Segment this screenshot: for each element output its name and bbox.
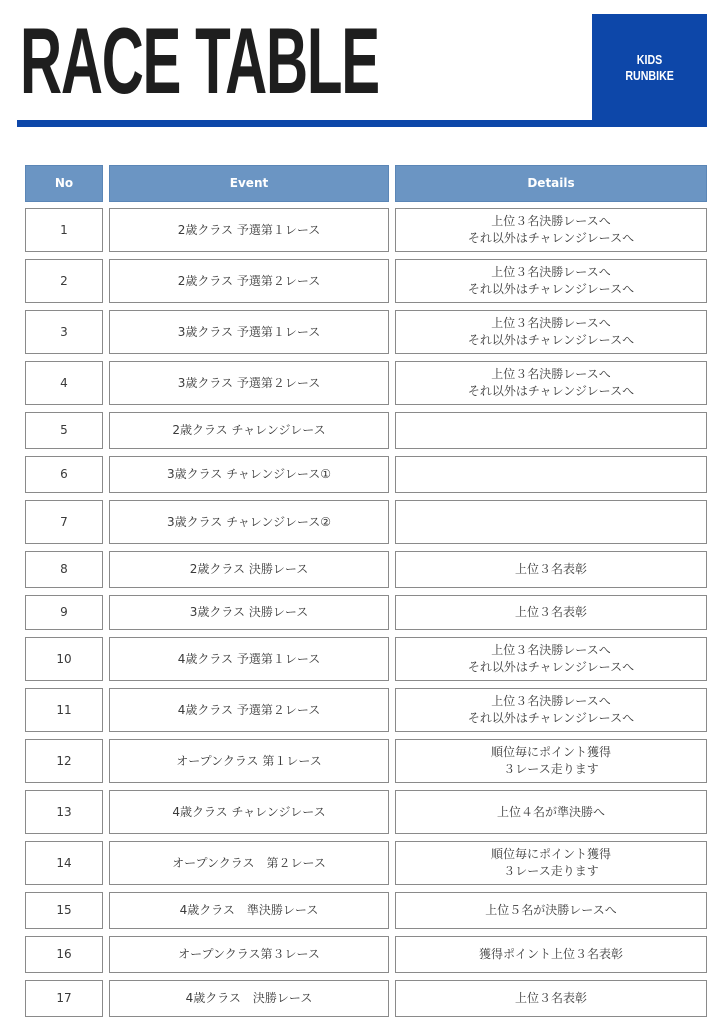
cell-no: 10 bbox=[25, 637, 103, 681]
cell-no: 11 bbox=[25, 688, 103, 732]
cell-details bbox=[395, 595, 707, 630]
details-line: ３レース走ります bbox=[503, 864, 599, 878]
cell-event: 2歳クラス チャレンジレース bbox=[109, 412, 389, 449]
cell-details bbox=[395, 259, 707, 303]
cell-no: 12 bbox=[25, 739, 103, 783]
details-line: 上位３名表彰 bbox=[514, 562, 587, 576]
details-line: 上位５名が決勝レースへ bbox=[485, 903, 617, 917]
details-line: それ以外はチャレンジレースへ bbox=[467, 333, 635, 347]
table-row bbox=[25, 688, 707, 732]
cell-no: 7 bbox=[25, 500, 103, 544]
cell-event: 2歳クラス 予選第２レース bbox=[109, 259, 389, 303]
brand-badge bbox=[592, 14, 707, 121]
details-line: ３レース走ります bbox=[503, 762, 599, 776]
cell-no: 15 bbox=[25, 892, 103, 929]
cell-event: 4歳クラス 予選第２レース bbox=[109, 688, 389, 732]
table-row bbox=[25, 259, 707, 303]
cell-details bbox=[395, 208, 707, 252]
details-line: 上位３名決勝レースへ bbox=[491, 214, 611, 228]
details-line: 上位３名決勝レースへ bbox=[491, 367, 611, 381]
cell-no: 4 bbox=[25, 361, 103, 405]
cell-no: 9 bbox=[25, 595, 103, 630]
cell-details bbox=[395, 892, 707, 929]
cell-details bbox=[395, 551, 707, 588]
cell-event: 3歳クラス チャレンジレース② bbox=[109, 500, 389, 544]
table-row bbox=[25, 637, 707, 681]
details-line: 上位３名決勝レースへ bbox=[491, 316, 611, 330]
cell-details bbox=[395, 637, 707, 681]
details-line: それ以外はチャレンジレースへ bbox=[467, 660, 635, 674]
table-row bbox=[25, 361, 707, 405]
details-line: それ以外はチャレンジレースへ bbox=[467, 711, 635, 725]
table-row bbox=[25, 790, 707, 834]
cell-no: 3 bbox=[25, 310, 103, 354]
cell-no: 16 bbox=[25, 936, 103, 973]
cell-details bbox=[395, 936, 707, 973]
table-row bbox=[25, 412, 707, 449]
cell-event: 2歳クラス 予選第１レース bbox=[109, 208, 389, 252]
table-row bbox=[25, 595, 707, 630]
cell-event: 3歳クラス 予選第１レース bbox=[109, 310, 389, 354]
details-line: 順位毎にポイント獲得 bbox=[490, 847, 611, 861]
header-no: No bbox=[25, 165, 103, 202]
details-line: 上位３名決勝レースへ bbox=[491, 265, 611, 279]
header-event: Event bbox=[109, 165, 389, 202]
cell-details bbox=[395, 841, 707, 885]
details-line: 上位３名表彰 bbox=[514, 605, 587, 619]
details-line: それ以外はチャレンジレースへ bbox=[467, 384, 635, 398]
details-line: それ以外はチャレンジレースへ bbox=[467, 282, 635, 296]
cell-event: オープンクラス第３レース bbox=[109, 936, 389, 973]
cell-event: 4歳クラス チャレンジレース bbox=[109, 790, 389, 834]
cell-details bbox=[395, 980, 707, 1017]
table-row bbox=[25, 739, 707, 783]
cell-no: 6 bbox=[25, 456, 103, 493]
cell-no: 13 bbox=[25, 790, 103, 834]
brand-line-1: KIDS bbox=[636, 51, 663, 67]
header-details: Details bbox=[395, 165, 707, 202]
table-row bbox=[25, 936, 707, 973]
brand-line-2: RUNBIKE bbox=[625, 67, 674, 83]
cell-event: オープンクラス 第２レース bbox=[109, 841, 389, 885]
cell-no: 5 bbox=[25, 412, 103, 449]
details-line: 順位毎にポイント獲得 bbox=[490, 745, 611, 759]
table-row bbox=[25, 208, 707, 252]
cell-no: 1 bbox=[25, 208, 103, 252]
cell-details bbox=[395, 500, 707, 544]
race-table bbox=[25, 165, 707, 1024]
cell-event: オープンクラス 第１レース bbox=[109, 739, 389, 783]
table-header bbox=[25, 165, 707, 202]
table-row bbox=[25, 980, 707, 1017]
table-row bbox=[25, 500, 707, 544]
details-line: 上位４名が準決勝へ bbox=[496, 804, 605, 819]
cell-details bbox=[395, 456, 707, 493]
cell-details bbox=[395, 310, 707, 354]
cell-no: 2 bbox=[25, 259, 103, 303]
details-line: 獲得ポイント上位３名表彰 bbox=[478, 947, 623, 961]
cell-details bbox=[395, 790, 707, 834]
cell-details bbox=[395, 739, 707, 783]
cell-event: 4歳クラス 決勝レース bbox=[109, 980, 389, 1017]
cell-details bbox=[395, 412, 707, 449]
table-row bbox=[25, 310, 707, 354]
cell-event: 3歳クラス 予選第２レース bbox=[109, 361, 389, 405]
cell-event: 3歳クラス チャレンジレース① bbox=[109, 456, 389, 493]
table-row bbox=[25, 456, 707, 493]
cell-event: 4歳クラス 予選第１レース bbox=[109, 637, 389, 681]
details-line: 上位３名決勝レースへ bbox=[491, 643, 611, 657]
table-row bbox=[25, 551, 707, 588]
cell-event: 2歳クラス 決勝レース bbox=[109, 551, 389, 588]
details-line: それ以外はチャレンジレースへ bbox=[467, 231, 635, 245]
cell-details bbox=[395, 361, 707, 405]
cell-event: 3歳クラス 決勝レース bbox=[109, 595, 389, 630]
details-line: 上位３名表彰 bbox=[514, 991, 587, 1005]
cell-event: 4歳クラス 準決勝レース bbox=[109, 892, 389, 929]
details-line: 上位３名決勝レースへ bbox=[491, 694, 611, 708]
title-underline bbox=[17, 120, 707, 127]
table-row bbox=[25, 841, 707, 885]
cell-no: 8 bbox=[25, 551, 103, 588]
cell-details bbox=[395, 688, 707, 732]
cell-no: 17 bbox=[25, 980, 103, 1017]
page-title: RACE TABLE bbox=[20, 8, 379, 113]
cell-no: 14 bbox=[25, 841, 103, 885]
table-row bbox=[25, 892, 707, 929]
